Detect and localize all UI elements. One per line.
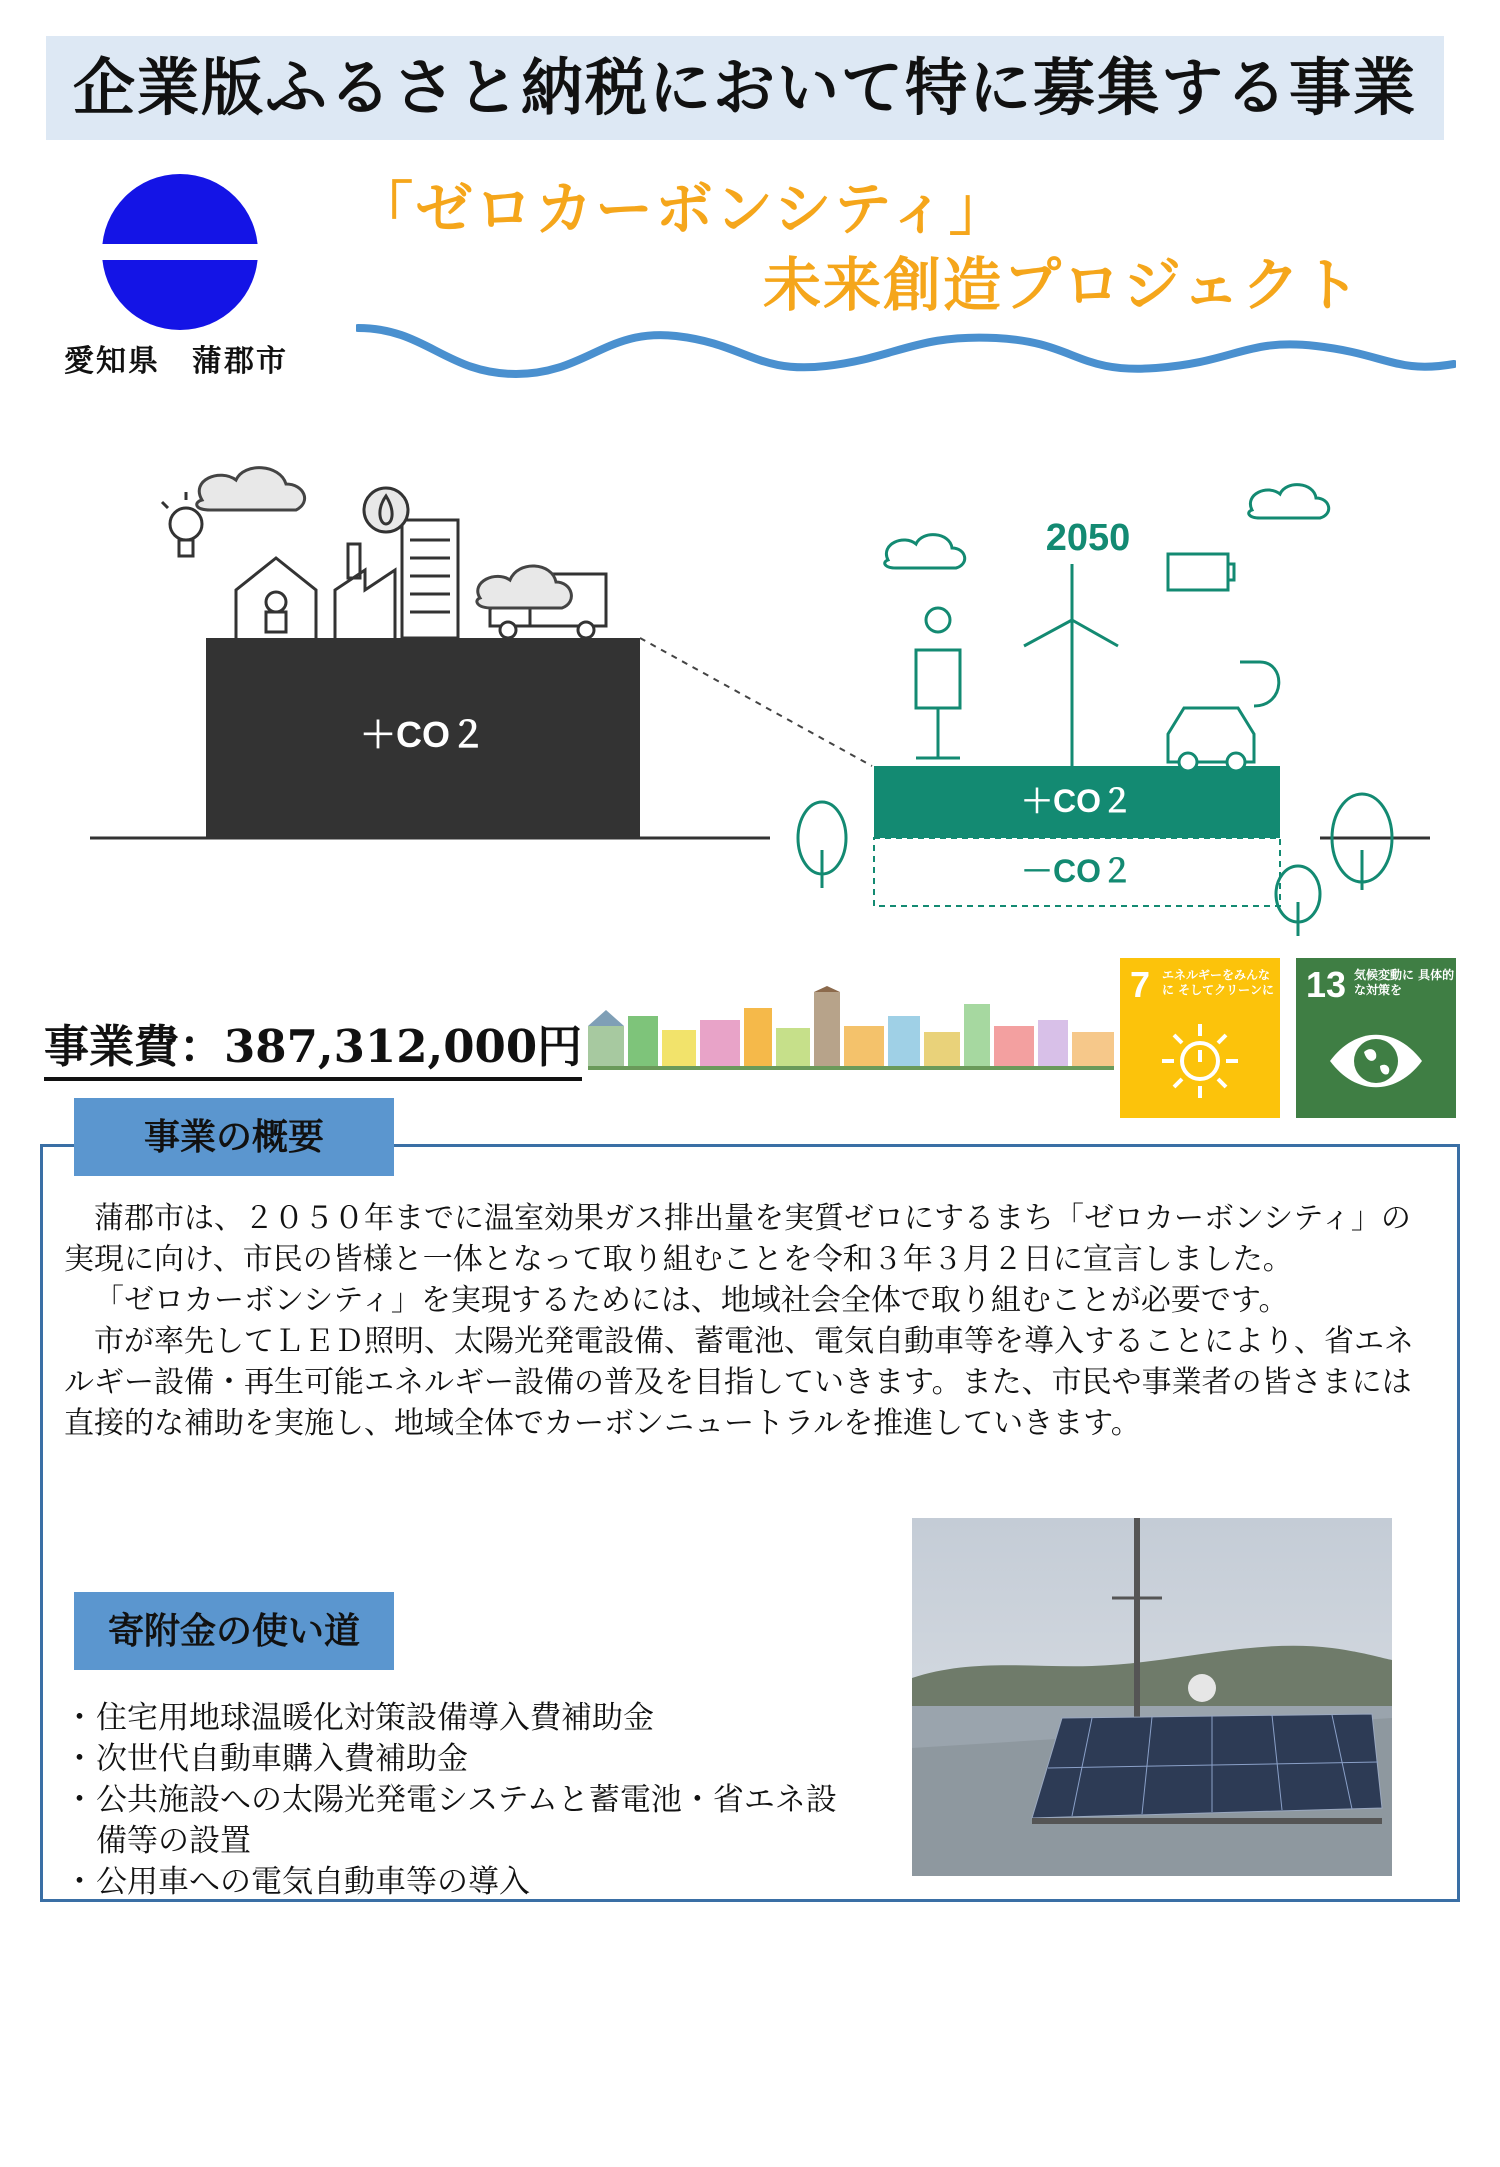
overview-paragraph: 市が率先してＬＥＤ照明、太陽光発電設備、蓄電池、電気自動車等を導入することにより、省エネルギー設備・再生可能エネルギー設備の普及を目指していきます。また、市民や事業者の皆さまには直接的な補助を実施し、地域全体でカーボンニュートラルを推進していきます。 — [64, 1324, 1414, 1441]
overview-paragraph: 「ゼロカーボンシティ」を実現するためには、地域社会全体で取り組むことが必要です。 — [94, 1283, 1289, 1318]
city-emblem-icon — [100, 172, 260, 332]
wind-turbine-icon — [1024, 564, 1118, 766]
factory-icon — [335, 544, 395, 638]
right-minus-co2-label: －CO２ — [1020, 853, 1134, 889]
sdg-13-badge — [1296, 958, 1456, 1118]
overview-paragraph: 蒲郡市は、２０５０年までに温室効果ガス排出量を実質ゼロにするまち「ゼロカーボンシティ」の実現に向け、市民の皆様と一体となって取り組むことを令和３年３月２日に宣言しました。 — [64, 1201, 1411, 1277]
list-item: ・ 公共施設への太陽光発電システムと蓄電池・省エネ設備等の設置 — [64, 1780, 864, 1862]
sdg-7-badge — [1120, 958, 1280, 1118]
overview-heading: 事業の概要 — [74, 1098, 394, 1176]
donation-uses-list — [64, 1698, 864, 1903]
project-cost: 事業費：387,312,000円 — [44, 1010, 582, 1081]
sdg-7-number: 7 — [1130, 964, 1151, 1005]
page-title: 企業版ふるさと納税において特に募集する事業 — [72, 51, 1417, 124]
sun-power-icon — [1150, 1016, 1250, 1106]
rooftop-solar-photo — [912, 1518, 1392, 1876]
building-icon — [402, 520, 458, 638]
sdg-13-number: 13 — [1306, 964, 1347, 1005]
sdg-7-text: エネルギーをみんなに そしてクリーンに — [1162, 968, 1274, 997]
project-title-line1: 「ゼロカーボンシティ」 — [355, 175, 1009, 243]
battery-icon — [1168, 554, 1234, 590]
list-item: ・ 公用車への電気自動車等の導入 — [64, 1862, 864, 1903]
project-title-line2: 未来創造プロジェクト — [763, 251, 1362, 319]
decorative-wave — [356, 316, 1456, 386]
cloud-outline-icon — [885, 535, 965, 568]
list-item: ・ 住宅用地球温暖化対策設備導入費補助金 — [64, 1698, 864, 1739]
fire-icon — [364, 488, 408, 532]
city-name: 愛知県 蒲郡市 — [64, 344, 288, 379]
cloud-outline-icon-2 — [1249, 485, 1329, 518]
cloud-icon-2 — [477, 566, 572, 608]
left-co2-label: ＋CO２ — [359, 714, 487, 755]
tree-icon — [798, 802, 846, 888]
donation-heading: 寄附金の使い道 — [74, 1592, 394, 1670]
target-year: 2050 — [1045, 517, 1131, 559]
electric-car-icon — [1168, 662, 1279, 771]
house-icon — [236, 558, 316, 638]
sdg-13-text: 気候変動に 具体的な対策を — [1354, 968, 1455, 997]
right-plus-co2-label: ＋CO２ — [1020, 783, 1134, 819]
list-item: ・ 次世代自動車購入費補助金 — [64, 1739, 864, 1780]
tree-icon-3 — [1276, 866, 1320, 936]
overview-body — [64, 1198, 1434, 1444]
cloud-icon — [197, 468, 305, 510]
tree-icon-2 — [1332, 794, 1392, 890]
zero-carbon-illustration — [90, 440, 1430, 940]
townscape-illustration — [588, 986, 1114, 1070]
solar-panel-icon — [916, 608, 960, 758]
eye-earth-icon — [1326, 1016, 1426, 1106]
